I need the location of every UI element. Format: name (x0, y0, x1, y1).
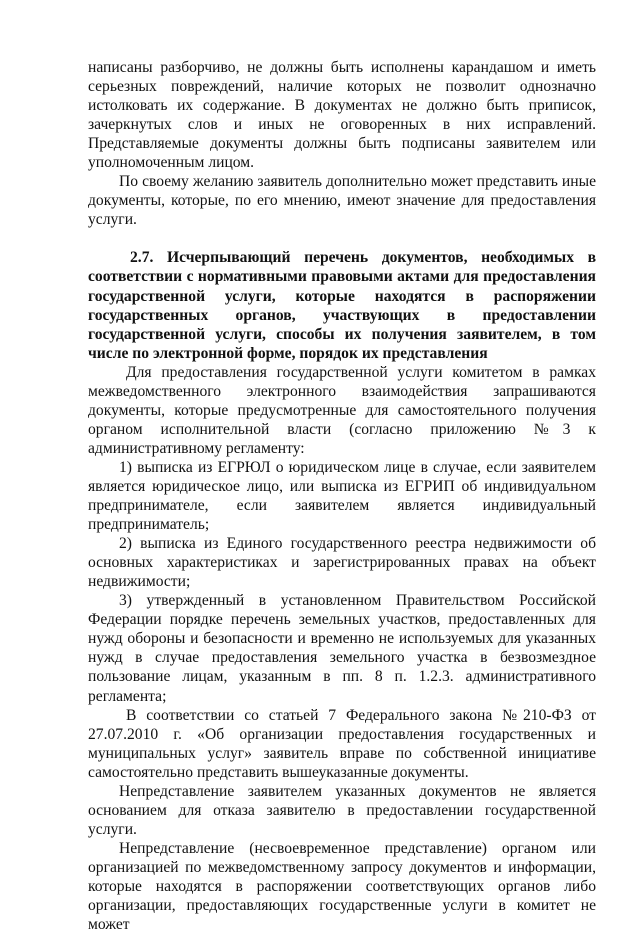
list-item: 2) выписка из Единого государственного реестра недвижимости об основных характеристиках и зарегистрированных правах на объект недвижимости; (88, 535, 596, 591)
paragraph-intro: Для предоставления государственной услуги комитетом в рамках межведомственного электронного взаимодействия запрашиваются документы, которые предусмотренные для самостоятельного получения органом исполнительной власти (согласно приложению №3 к административному регламенту: (88, 363, 596, 457)
paragraph-interagency-request: Непредставление (несвоевременное представление) органом или организацией по межведомственному запросу документов и информации, которые находятся в распоряжении соответствующих органов либо организации, предоставляющих государственные услуги в комитет не может (88, 839, 596, 934)
paragraph-federal-law: В соответствии со статьей 7 Федерального закона №210-ФЗ от 27.07.2010 г. «Об организации предоставления государственных и муниципальных услуг» заявитель вправе по собственной инициативе самостоятельно представить вышеуказанные документы. (88, 706, 596, 781)
list-item: 1) выписка из ЕГРЮЛ о юридическом лице в случае, если заявителем является юридическое лицо, или выписка из ЕГРИП об индивидуальном предпринимателе, если заявителем является индивидуальный предприниматель; (88, 458, 596, 534)
paragraph-optional-documents: По своему желанию заявитель дополнительно может представить иные документы, которые, по его мнению, имеют значение для предоставления услуги. (88, 173, 596, 229)
paragraph-not-refusal: Непредставление заявителем указанных документов не является основанием для отказа заявителю в предоставлении государственной услуги. (88, 782, 596, 838)
section-heading-2-7: 2.7. Исчерпывающий перечень документов, необходимых в соответствии с нормативными правовыми актами для предоставления государственной услуги, которые находятся в распоряжении государственных органов, участвующих в предоставлении государственной услуги, способы их получения заявителем, в том числе по электронной форме, порядок их представления (88, 249, 596, 362)
list-item: 3) утвержденный в установленном Правительством Российской Федерации порядке перечень земельных участков, предоставленных для нужд обороны и безопасности и временно не используемых для указанных нужд в случае предоставления земельного участка в безвозмездное пользование лицам, указанным в пп. 8 п. 1.2.3. административного регламента; (88, 592, 596, 705)
paragraph-continuation: написаны разборчиво, не должны быть исполнены карандашом и иметь серьезных повреждений, наличие которых не позволит однозначно истолковать их содержание. В документах не должно быть приписок, зачеркнутых слов и иных не оговоренных в них исправлений. Представляемые документы должны быть подписаны заявителем или уполномоченным лицом. (88, 59, 596, 172)
document-page (88, 58, 596, 934)
